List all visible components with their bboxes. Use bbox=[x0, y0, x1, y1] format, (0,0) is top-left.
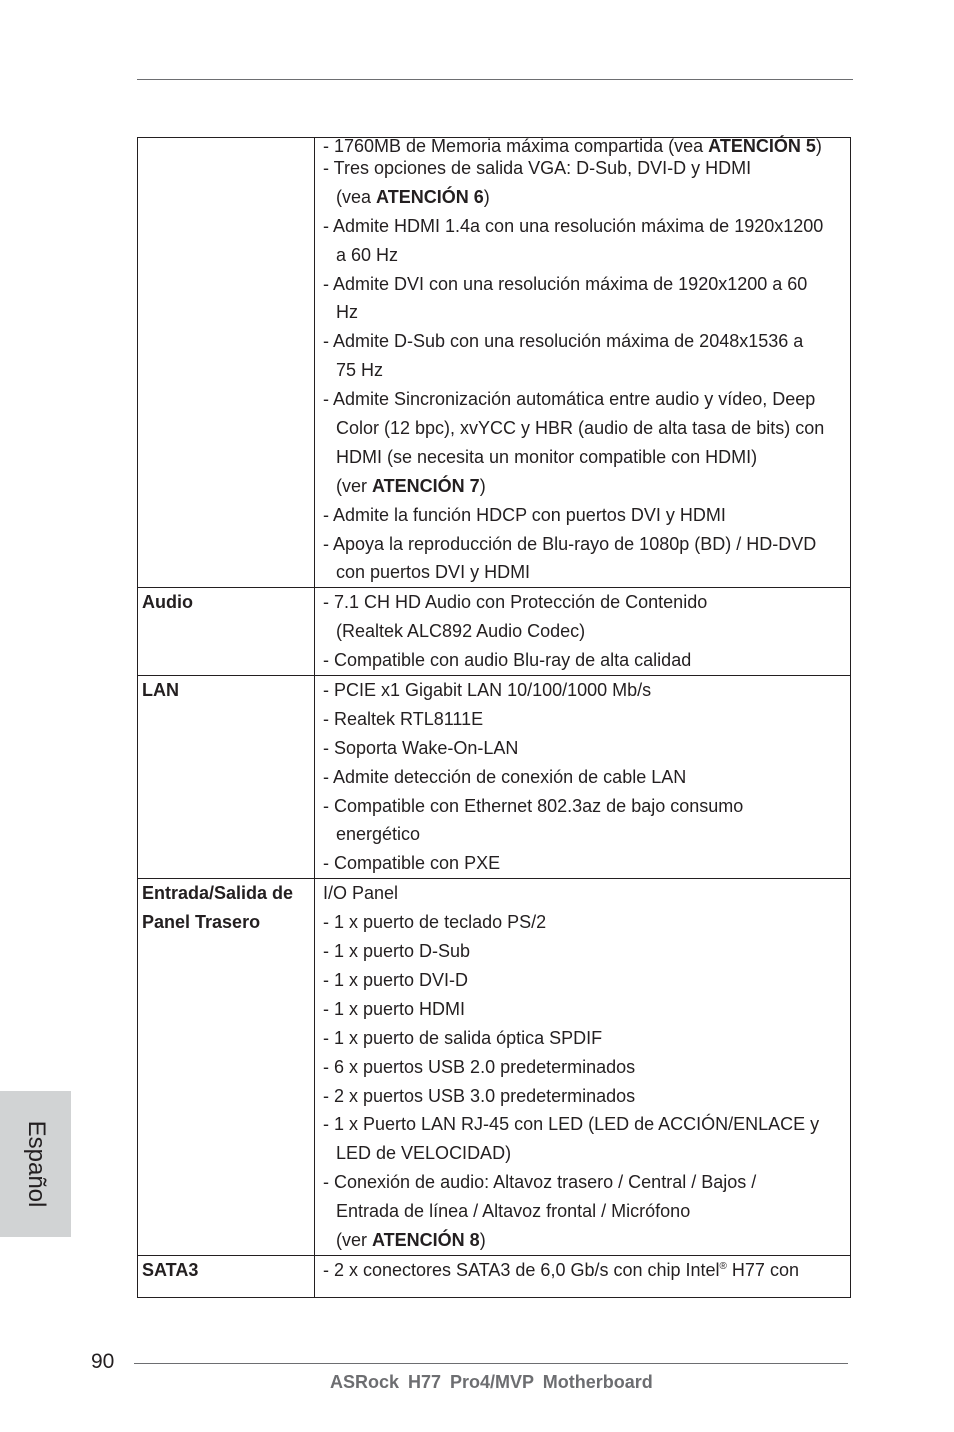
spec-text: Hz bbox=[336, 302, 358, 323]
spec-line bbox=[323, 937, 850, 966]
spec-text: - 1 x puerto de teclado PS/2 bbox=[323, 912, 547, 933]
spec-line bbox=[323, 1168, 850, 1197]
spec-line bbox=[323, 705, 850, 734]
spec-line bbox=[323, 646, 850, 675]
registered-mark: ® bbox=[719, 1260, 727, 1272]
spec-row bbox=[138, 676, 851, 879]
spec-text: - Admite HDMI 1.4a con una resolución máxima de 1920x1200 bbox=[323, 215, 824, 236]
spec-line bbox=[323, 1053, 850, 1082]
spec-label: Panel Trasero bbox=[142, 912, 261, 933]
spec-text: - Admite Sincronización automática entre audio y vídeo, Deep bbox=[323, 389, 816, 410]
spec-text: - Admite la función HDCP con puertos DVI y HDMI bbox=[323, 504, 726, 525]
language-side-tab bbox=[0, 1091, 71, 1237]
spec-line bbox=[323, 154, 850, 183]
note-reference: ATENCIÓN 5 bbox=[708, 136, 816, 156]
spec-text: energético bbox=[336, 824, 421, 845]
spec-label: Entrada/Salida de bbox=[142, 883, 294, 904]
spec-text: - Apoya la reproducción de Blu-rayo de 1080p (BD) / HD-DVD bbox=[323, 533, 817, 554]
footer-title: ASRock H77 Pro4/MVP Motherboard bbox=[330, 1372, 653, 1392]
spec-line bbox=[323, 472, 850, 501]
spec-text: (Realtek ALC892 Audio Codec) bbox=[336, 621, 586, 642]
note-reference: ATENCIÓN 6 bbox=[376, 186, 484, 207]
spec-line bbox=[323, 327, 850, 356]
spec-line bbox=[323, 1197, 850, 1226]
spec-text: H77 con bbox=[726, 1259, 799, 1280]
spec-label-cell bbox=[138, 588, 315, 676]
spec-text: - 1 x puerto DVI-D bbox=[323, 969, 469, 990]
spec-text: - 2 x puertos USB 3.0 predeterminados bbox=[323, 1085, 636, 1106]
spec-line bbox=[323, 1024, 850, 1053]
spec-row bbox=[138, 1255, 851, 1297]
spec-value-cell bbox=[315, 588, 851, 676]
spec-text: con puertos DVI y HDMI bbox=[336, 562, 531, 583]
spec-text: LED de VELOCIDAD) bbox=[336, 1143, 512, 1164]
spec-label-cell bbox=[138, 1255, 315, 1297]
spec-value-cell bbox=[315, 676, 851, 879]
spec-line bbox=[323, 1256, 850, 1285]
spec-line bbox=[323, 820, 850, 849]
spec-value-cell bbox=[315, 879, 851, 1256]
spec-line bbox=[323, 414, 850, 443]
spec-line bbox=[323, 270, 850, 299]
spec-text: - 1760MB de Memoria máxima compartida (vea bbox=[323, 136, 709, 156]
spec-line bbox=[323, 879, 850, 908]
spec-line bbox=[323, 588, 850, 617]
spec-line bbox=[323, 1139, 850, 1168]
spec-text: I/O Panel bbox=[323, 883, 399, 904]
spec-text: ) bbox=[479, 1229, 486, 1250]
spec-label: LAN bbox=[142, 680, 179, 701]
spec-label-cell bbox=[138, 879, 315, 1256]
footer-rule bbox=[134, 1363, 848, 1364]
spec-text: - Conexión de audio: Altavoz trasero / Central / Bajos / bbox=[323, 1172, 757, 1193]
spec-label-cell bbox=[138, 676, 315, 879]
spec-label: SATA3 bbox=[142, 1259, 199, 1280]
spec-row bbox=[138, 588, 851, 676]
spec-text: - Compatible con Ethernet 802.3az de bajo consumo bbox=[323, 795, 744, 816]
spec-line bbox=[323, 501, 850, 530]
spec-line bbox=[323, 676, 850, 705]
spec-text: - Compatible con PXE bbox=[323, 853, 501, 874]
spec-line bbox=[323, 183, 850, 212]
header-rule bbox=[137, 79, 853, 80]
spec-line bbox=[323, 241, 850, 270]
spec-line bbox=[323, 995, 850, 1024]
spec-line bbox=[323, 530, 850, 559]
note-reference: ATENCIÓN 7 bbox=[372, 475, 480, 496]
spec-text: - Tres opciones de salida VGA: D-Sub, DVI-D y HDMI bbox=[323, 158, 752, 178]
note-reference: ATENCIÓN 8 bbox=[372, 1229, 480, 1250]
spec-line bbox=[323, 763, 850, 792]
spec-text: ) bbox=[479, 475, 486, 496]
spec-label-cell bbox=[138, 138, 315, 588]
spec-text: - Soporta Wake-On-LAN bbox=[323, 737, 519, 758]
spec-line bbox=[323, 138, 850, 154]
spec-text: - 1 x puerto HDMI bbox=[323, 998, 466, 1019]
spec-line bbox=[323, 792, 850, 821]
page-number: 90 bbox=[91, 1350, 115, 1373]
spec-line bbox=[323, 734, 850, 763]
spec-line bbox=[323, 385, 850, 414]
spec-text: - 1 x puerto D-Sub bbox=[323, 941, 471, 962]
spec-line bbox=[323, 1226, 850, 1255]
spec-text: ) bbox=[483, 186, 490, 207]
spec-text: - 6 x puertos USB 2.0 predeterminados bbox=[323, 1056, 636, 1077]
spec-text: Entrada de línea / Altavoz frontal / Micrófono bbox=[336, 1201, 691, 1222]
spec-text: - 1 x puerto de salida óptica SPDIF bbox=[323, 1027, 603, 1048]
spec-text: - Compatible con audio Blu-ray de alta calidad bbox=[323, 650, 692, 671]
spec-text: (ver bbox=[336, 475, 372, 496]
spec-text: - Admite DVI con una resolución máxima de 1920x1200 a 60 bbox=[323, 273, 808, 294]
spec-text: - Admite D-Sub con una resolución máxima de 2048x1536 a bbox=[323, 331, 804, 352]
spec-text: (ver bbox=[336, 1229, 372, 1250]
spec-table bbox=[137, 137, 851, 1298]
spec-value-cell bbox=[315, 138, 851, 588]
spec-text: - 7.1 CH HD Audio con Protección de Contenido bbox=[323, 592, 708, 613]
spec-row bbox=[138, 879, 851, 1256]
spec-line bbox=[323, 443, 850, 472]
spec-text: HDMI (se necesita un monitor compatible con HDMI) bbox=[336, 446, 758, 467]
spec-text: - 1 x Puerto LAN RJ-45 con LED (LED de ACCIÓN/ENLACE y bbox=[323, 1114, 820, 1135]
spec-line bbox=[323, 558, 850, 587]
spec-table-body bbox=[138, 138, 851, 1298]
spec-text: 75 Hz bbox=[336, 360, 384, 381]
spec-line bbox=[323, 212, 850, 241]
spec-text: - PCIE x1 Gigabit LAN 10/100/1000 Mb/s bbox=[323, 680, 652, 701]
spec-text: ) bbox=[815, 136, 822, 156]
spec-label: Audio bbox=[142, 592, 193, 613]
spec-line bbox=[323, 966, 850, 995]
spec-line bbox=[323, 1110, 850, 1139]
spec-line bbox=[323, 908, 850, 937]
spec-text: - Realtek RTL8111E bbox=[323, 708, 484, 729]
spec-line bbox=[323, 1082, 850, 1111]
spec-line bbox=[323, 356, 850, 385]
spec-text: - 2 x conectores SATA3 de 6,0 Gb/s con chip Intel bbox=[323, 1259, 720, 1280]
spec-line bbox=[323, 298, 850, 327]
spec-line bbox=[323, 617, 850, 646]
spec-value-cell bbox=[315, 1255, 851, 1297]
spec-row bbox=[138, 138, 851, 588]
spec-text: (vea bbox=[336, 186, 377, 207]
spec-text: a 60 Hz bbox=[336, 244, 399, 265]
spec-line bbox=[323, 849, 850, 878]
side-tab-label: Español bbox=[23, 1120, 50, 1208]
spec-text: - Admite detección de conexión de cable LAN bbox=[323, 766, 687, 787]
spec-text: Color (12 bpc), xvYCC y HBR (audio de alta tasa de bits) con bbox=[336, 418, 825, 439]
